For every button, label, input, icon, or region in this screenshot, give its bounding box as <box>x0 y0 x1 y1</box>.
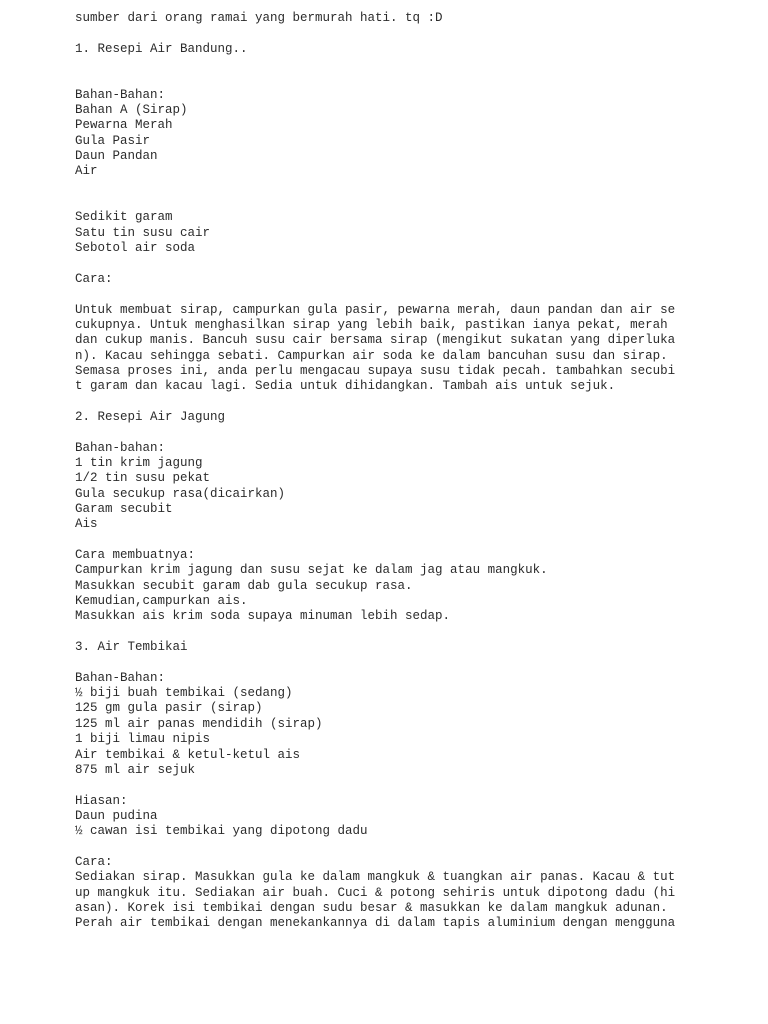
text-line: cukupnya. Untuk menghasilkan sirap yang lebih baik, pastikan ianya pekat, merah <box>75 317 668 332</box>
text-line: Campurkan krim jagung dan susu sejat ke dalam jag atau mangkuk. <box>75 563 548 578</box>
text-line: Gula secukup rasa(dicairkan) <box>75 486 286 501</box>
text-line: Air <box>75 164 98 179</box>
text-line: Masukkan secubit garam dab gula secukup rasa. <box>75 578 413 593</box>
text-line: 125 ml air panas mendidih (sirap) <box>75 716 323 731</box>
blank-line <box>75 425 715 440</box>
text-line: n). Kacau sehingga sebati. Campurkan air soda ke dalam bancuhan susu dan sirap. <box>75 348 668 363</box>
text-line: Pewarna Merah <box>75 118 173 133</box>
text-line: Sedikit garam <box>75 210 173 225</box>
blank-line <box>75 533 715 548</box>
text-line: Garam secubit <box>75 502 173 516</box>
text-line: Gula Pasir <box>75 133 151 148</box>
text-line: Untuk membuat sirap, campurkan gula pasir, pewarna merah, daun pandan dan air se <box>75 302 676 317</box>
text-line: Cara: <box>75 854 113 869</box>
blank-line <box>75 625 715 640</box>
blank-line <box>75 72 715 87</box>
text-line: Sebotol air soda <box>75 241 196 256</box>
text-line: 1 tin krim jagung <box>75 455 203 470</box>
blank-line <box>75 655 715 670</box>
text-line: Daun Pandan <box>75 149 158 164</box>
blank-line <box>75 778 715 793</box>
text-line: Ais <box>75 517 98 532</box>
blank-line <box>75 287 715 302</box>
text-line: Cara membuatnya: <box>75 548 196 563</box>
text-line: Satu tin susu cair <box>75 225 211 240</box>
blank-line <box>75 257 715 272</box>
text-line: Cara: <box>75 271 113 286</box>
text-line: 875 ml air sejuk <box>75 762 196 777</box>
blank-line <box>75 840 715 855</box>
text-line: 125 gm gula pasir (sirap) <box>75 701 263 716</box>
text-line: ½ cawan isi tembikai yang dipotong dadu <box>75 824 368 839</box>
blank-line <box>75 26 715 41</box>
text-line: Kemudian,campurkan ais. <box>75 594 248 609</box>
blank-line <box>75 395 715 410</box>
text-line: Bahan A (Sirap) <box>75 103 188 118</box>
document-page <box>75 11 715 932</box>
blank-line <box>75 180 715 195</box>
text-line: Sediakan sirap. Masukkan gula ke dalam mangkuk & tuangkan air panas. Kacau & tut <box>75 870 676 885</box>
blank-line <box>75 57 715 72</box>
text-line: Bahan-bahan: <box>75 440 166 455</box>
text-line: ½ biji buah tembikai (sedang) <box>75 686 293 701</box>
text-line: 3. Air Tembikai <box>75 640 188 655</box>
blank-line <box>75 195 715 210</box>
text-line: Daun pudina <box>75 808 158 823</box>
text-line: dan cukup manis. Bancuh susu cair bersama sirap (mengikut sukatan yang diperluka <box>75 333 676 348</box>
text-line: asan). Korek isi tembikai dengan sudu besar & masukkan ke dalam mangkuk adunan. <box>75 900 668 915</box>
text-line: Bahan-Bahan: <box>75 670 166 685</box>
text-line: Semasa proses ini, anda perlu mengacau supaya susu tidak pecah. tambahkan secubi <box>75 363 676 378</box>
text-line: t garam dan kacau lagi. Sedia untuk dihidangkan. Tambah ais untuk sejuk. <box>75 379 616 394</box>
text-line: 1/2 tin susu pekat <box>75 471 211 486</box>
text-line: 1 biji limau nipis <box>75 732 211 747</box>
text-line: Bahan-Bahan: <box>75 87 166 102</box>
text-line: Hiasan: <box>75 793 128 808</box>
text-line: Air tembikai & ketul-ketul ais <box>75 747 301 762</box>
text-line: sumber dari orang ramai yang bermurah hati. tq :D <box>75 11 443 25</box>
text-line: up mangkuk itu. Sediakan air buah. Cuci & potong sehiris untuk dipotong dadu (hi <box>75 885 676 900</box>
text-line: 2. Resepi Air Jagung <box>75 409 226 424</box>
text-line: Masukkan ais krim soda supaya minuman lebih sedap. <box>75 609 451 624</box>
text-line: Perah air tembikai dengan menekankannya di dalam tapis aluminium dengan mengguna <box>75 916 676 931</box>
text-line: 1. Resepi Air Bandung.. <box>75 41 248 56</box>
